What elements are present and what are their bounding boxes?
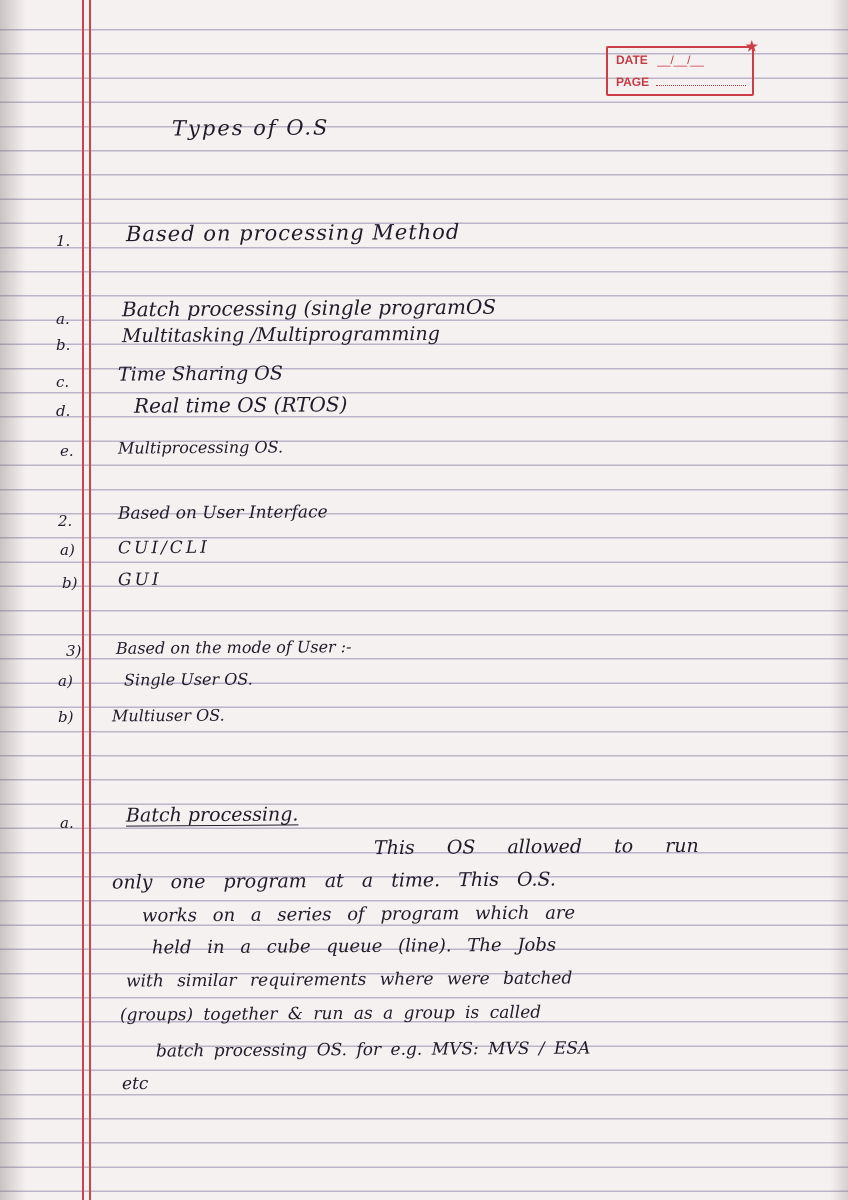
star-icon: ★	[745, 38, 758, 54]
section1-number: 1.	[56, 232, 71, 250]
paragraph-line: works on a series of program which are	[141, 902, 576, 927]
date-value: __/__/__	[657, 53, 704, 67]
list-item: Multitasking /Multiprogramming	[121, 322, 440, 348]
section1-heading: Based on processing Method	[125, 219, 461, 247]
section2-heading: Based on User Interface	[117, 502, 328, 524]
list-item: Real time OS (RTOS)	[133, 392, 348, 418]
margin-line-outer	[82, 0, 84, 1200]
list-item-label: d.	[56, 402, 71, 420]
list-item: Multiprocessing OS.	[117, 437, 284, 458]
page-label: PAGE	[616, 75, 650, 89]
paragraph-line: only one program at a time. This O.S.	[111, 868, 556, 894]
list-item: Time Sharing OS	[117, 362, 283, 386]
list-item-label: b)	[62, 574, 78, 592]
list-item: GUI	[117, 569, 162, 591]
section3-heading: Based on the mode of User :-	[115, 637, 352, 658]
page-left-shadow	[0, 0, 26, 1200]
list-item: Multiuser OS.	[111, 705, 225, 726]
section3-number: 3)	[66, 642, 82, 660]
list-item-label: e.	[60, 442, 74, 460]
date-label: DATE	[616, 53, 648, 67]
page-row	[616, 75, 746, 89]
paragraph-line: This OS allowed to run	[373, 834, 699, 860]
list-item: Single User OS.	[123, 669, 253, 690]
paragraph-line: with similar requirements where were batched	[125, 968, 573, 992]
page-right-shadow	[830, 0, 848, 1200]
list-item-label: b.	[56, 336, 71, 354]
detail-label: a.	[60, 814, 74, 832]
page-title: Types of O.S	[171, 115, 330, 141]
list-item: Batch processing (single programOS	[121, 294, 497, 322]
list-item-label: a)	[58, 672, 73, 690]
list-item-label: b)	[58, 708, 74, 726]
margin-line-inner	[89, 0, 91, 1200]
paragraph-line: etc	[121, 1073, 149, 1095]
list-item-label: a)	[60, 541, 75, 559]
paragraph-line: (groups) together & run as a group is called	[119, 1002, 542, 1026]
page-value-line	[656, 85, 746, 86]
paragraph-line: held in a cube queue (line). The Jobs	[151, 934, 557, 959]
detail-heading: Batch processing.	[125, 803, 299, 827]
date-row	[616, 53, 704, 67]
paragraph-line: batch processing OS. for e.g. MVS: MVS / ESA	[155, 1038, 591, 1062]
list-item-label: a.	[56, 310, 70, 328]
date-page-stamp	[606, 38, 758, 96]
list-item-label: c.	[56, 373, 70, 391]
list-item: CUI/CLI	[117, 537, 210, 559]
section2-number: 2.	[58, 512, 73, 530]
